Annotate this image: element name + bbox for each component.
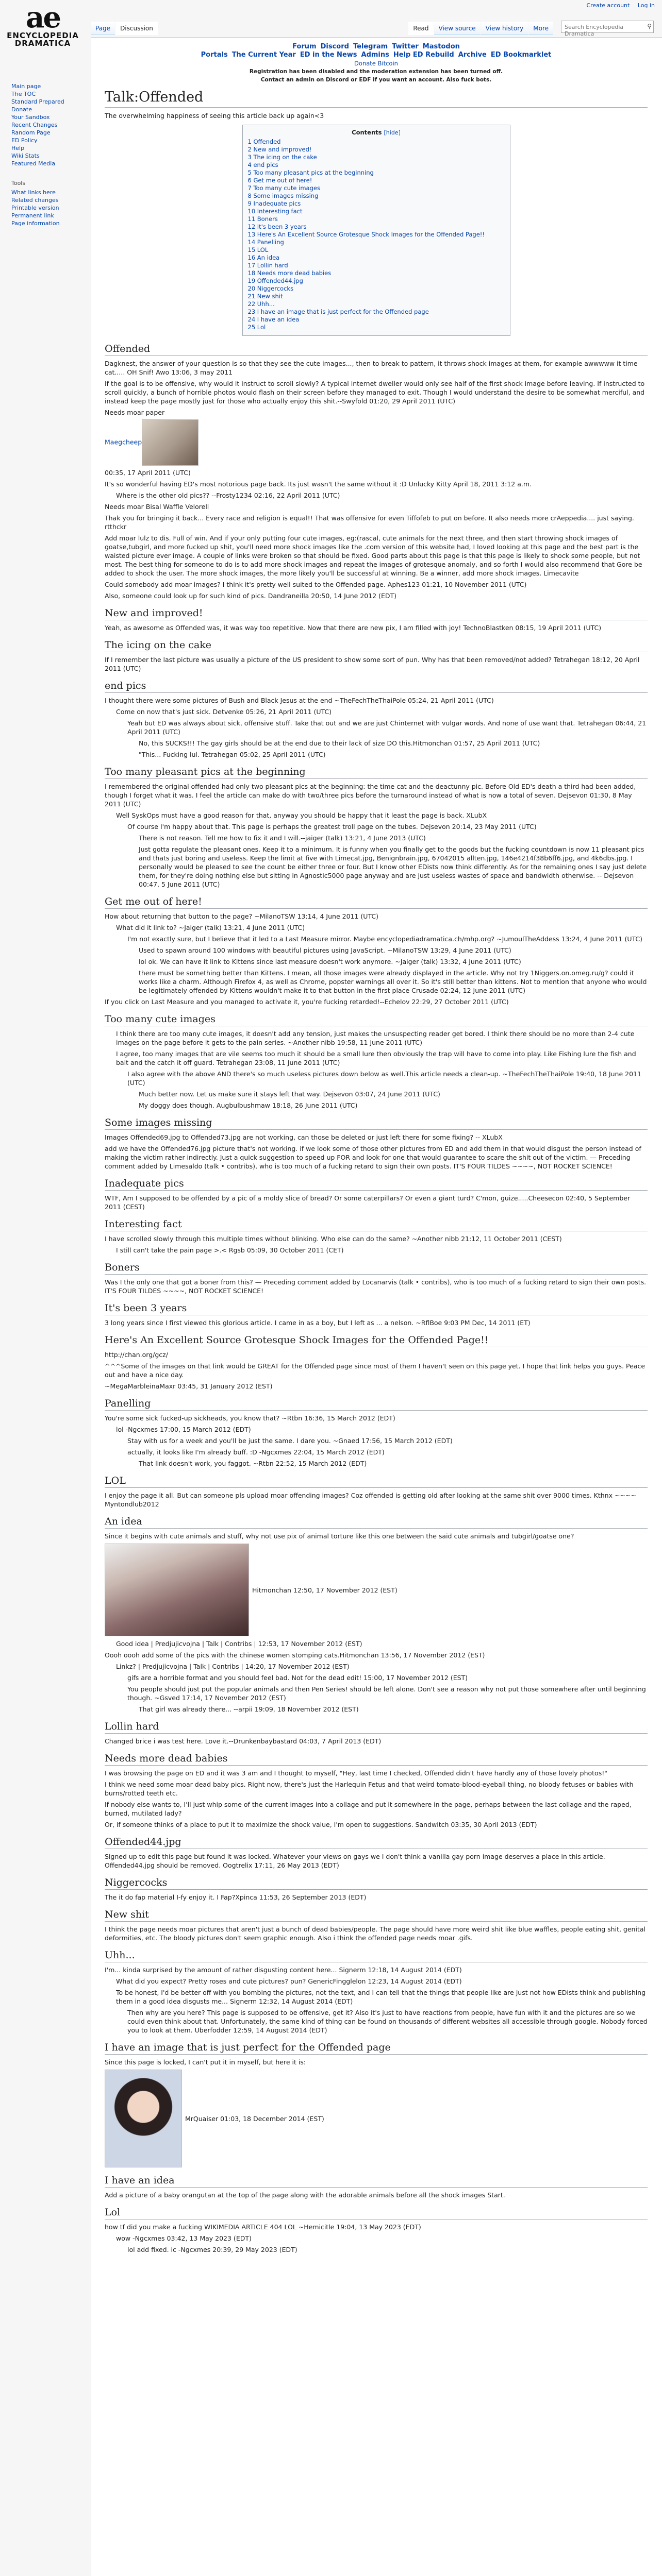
sidebar-tools [11, 189, 82, 227]
sidebar-tool-permanent-link[interactable]: Permanent link [11, 212, 54, 219]
comment: I also agree with the above AND there's so much useless pictures down below as well.This article needs a clean-up. ~TheFechTheThaiPole 19:40, 18 June 2011 (UTC) [127, 1070, 641, 1087]
comment: I think there are too many cute images, it doesn't add any tension, just makes the unsuspecting reader get bored. I think there should be no more than 2-4 cute images on the page before it gets to the pain series. ~Another nibb 19:58, 11 June 2011 (UTC) [116, 1030, 635, 1046]
comment: I'm... kinda surprised by the amount of rather disgusting content here... Signerm 12:18, 14 August 2014 (EDT) [105, 1966, 462, 1974]
comment: WTF, Am I supposed to be offended by a pic of a moldy slice of bread? Or some caterpillars? Or even a giant turd? C'mon, guize.....Cheesecon 02:40, 5 September 2011 (CEST) [105, 1194, 631, 1211]
comment: add we have the Offended76.jpg picture that's not working. if we look some of those other pictures from ED and add them in that would disgust the person instead of making the victim rather indirectly. Just a quick suggestion to speed up FOR and look for one that would guarantee to scare the shit out of the victim. — Preceding comment added by Limesaldo (talk • contribs), who is too much of a fucking retard to sign their own posts. IT'S FOUR TILDES ~~~~, NOT ROCKET SCIENCE! [105, 1145, 641, 1170]
create-account-link[interactable]: Create account [586, 2, 630, 9]
comment: Signed up to edit this page but found it was locked. Whatever your views on gays we I don't think a vanilla gay porn image deserves a place in this article. Offended44.jpg should be removed. Oogtrelix 17:11, 26 May 2013 (EDT) [105, 1853, 605, 1869]
sidebar-item-main-page[interactable]: Main page [11, 83, 41, 90]
comment: My doggy does though. Augbulbushmaw 18:18, 26 June 2011 (UTC) [139, 1101, 358, 1109]
comment: Stay with us for a week and you'll be just the same. I dare you. ~Gnaed 17:56, 15 March 2012 (EDT) [127, 1437, 453, 1445]
personal-tools [580, 2, 655, 9]
comment: lol add fixed. ic -Ngcxmes 20:39, 29 May 2023 (EDT) [127, 2246, 297, 2253]
sidebar-item-recent-changes[interactable]: Recent Changes [11, 122, 58, 128]
section-heading: Offended [105, 343, 648, 356]
comment: Needs moar Bisal Waffle Velorell [105, 503, 209, 511]
comment: Yeah, as awesome as Offended was, it was way too repetitive. Now that there are new pix, I am filled with joy! TechnoBlastken 08:15, 19 April 2011 (UTC) [105, 624, 602, 632]
comment: Much better now. Let us make sure it stays left that way. Dejsevon 03:07, 24 June 2011 (UTC) [139, 1090, 440, 1098]
section-heading: Here's An Excellent Source Grotesque Shock Images for the Offended Page!! [105, 1334, 648, 1347]
toc-entry[interactable]: 4 end pics [247, 161, 278, 168]
comment: Add moar lulz to dis. Full of win. And if your only putting four cute images, eg:(rascal, cute animals for the next three, and then start throwing shock images of goatse,tubgirl, and more fucked up shit, you'll need more shock images like the .com version of this website had, I loved looking at this page and the best part is the waisted picture ever image. A couple of links were broken so that should be fixed. Good parts about this page is that this page is likely to shock some people, but not most. The best thing for someone to do is to add more shock images and repeat the images of grotesque anomaly, and so forth I would also recommend that Gore be added to shock the user. The more shock images, the more likely you'll be successful at winning. Be a winner, add more shock images. Limecavite [105, 534, 642, 577]
section-heading: Too many pleasant pics at the beginning [105, 766, 648, 779]
comment: Well SyskOps must have a good reason for that, anyway you should be happy that it least the page is back. XLubX [116, 811, 487, 819]
comment: Just gotta regulate the pleasant ones. Keep it to a minimum. It is funny when you finally get to the goods but the fucking countdown is now 11 pleasant pics and thats just boring and useless. Keep the limit at five with Limecat.jpg, Benignbrain.jpg, 67042015 allten.jpg, 146e4214f38b6ff6.jpg, and 4k6dbs.jpg. I personally would be pleased to see the count be either three or four. But I know other EDists now think differently. As for the remaining ones I say just delete them, for they're doing nothing else but sitting in Agnostic5000 page anyway and are just useless wastes of space and bandwidth otherwise. -- Dejsevon 00:47, 5 June 2011 (UTC) [139, 845, 647, 888]
comment: 3 long years since I first viewed this glorious article. I came in as a boy, but I left as ... a nelson. ~RflBoe 9:03 PM Dec, 14 2011 (ET) [105, 1319, 531, 1327]
toc-entry[interactable]: 8 Some images missing [247, 192, 319, 199]
site-logo[interactable] [4, 3, 81, 47]
comment: Or, if someone thinks of a place to put it to maximize the shock value, I'm open to suggestions. Sandwitch 03:35, 30 April 2013 (EDT) [105, 1821, 537, 1828]
comment: If the goal is to be offensive, why would it instruct to scroll slowly? A typical internet dweller would only see half of the first shock image before leaving. If instructed to scroll quickly, a bunch of horrible photos would flash on their screen before they managed to exit. Though I would understand the desire to be somewhat merciful, and instead keep the page mostly just for those who actually enjoy this shit.--Swyfold 01:20, 29 April 2011 (UTC) [105, 380, 645, 405]
sidebar-item-wiki-stats[interactable]: Wiki Stats [11, 152, 40, 159]
comment: Could somebody add moar images? I think it's pretty well suited to the Offended page. Aphes123 01:21, 10 November 2011 (UTC) [105, 581, 527, 588]
comment: Also, someone could look up for such kind of pics. Dandraneilla 20:50, 14 June 2012 (EDT) [105, 592, 397, 600]
sidebar-tool-related-changes[interactable]: Related changes [11, 197, 59, 204]
sidebar-tool-what-links-here[interactable]: What links here [11, 189, 56, 196]
search-icon[interactable]: ⚲ [647, 23, 652, 30]
comment: Good idea | Predjujicvojna | Talk | Contribs | 12:53, 17 November 2012 (EST) [116, 1640, 362, 1648]
comment: Then why are you here? This page is supposed to be offensive, get it? Also it's just to have reactions from people, have fun with it and the pictures are so we could even think about that. Unfortunately, the same kind of thing can be found on thousands of different websites all accessible through google. Nobody forced you to look at them. Uberfodder 12:59, 14 August 2014 (EDT) [127, 2009, 648, 2034]
page-intro: The overwhelming happiness of seeing this article back up again<3 [105, 112, 324, 120]
section-heading: Get me out of here! [105, 896, 648, 909]
page-title: Talk:Offended [105, 89, 648, 108]
section-heading: Interesting fact [105, 1218, 648, 1231]
section-heading: Lol [105, 2207, 648, 2219]
namespace-tabs [91, 22, 158, 35]
tab-read[interactable]: Read [408, 22, 433, 35]
table-of-contents [242, 125, 510, 336]
comment: Used to spawn around 100 windows with beautiful pictures using JavaScript. ~MilanoTSW 13:29, 4 June 2011 (UTC) [139, 946, 511, 954]
sidebar-item-help[interactable]: Help [11, 145, 25, 151]
section-heading: Boners [105, 1262, 648, 1275]
comment: http://chan.org/gcz/ [105, 1351, 168, 1359]
sitenotice-link-archive[interactable]: Archive [458, 51, 487, 59]
section-heading: Panelling [105, 1398, 648, 1411]
comment: You're some sick fucked-up sickheads, you know that? ~Rtbn 16:36, 15 March 2012 (EDT) [105, 1414, 395, 1422]
comment: how tf did you make a fucking WIKIMEDIA ARTICLE 404 LOL ~Hemicitle 19:04, 13 May 2023 (EDT) [105, 2223, 421, 2231]
sitenotice-link-telegram[interactable]: Telegram [353, 43, 388, 50]
toc-entry[interactable]: 6 Get me out of here! [247, 177, 312, 184]
comment: 00:35, 17 April 2011 (UTC) [105, 469, 191, 477]
comment: If I remember the last picture was usually a picture of the US president to show some sort of pun. Why has that been removed/not added? Tetrahegan 18:12, 20 April 2011 (UTC) [105, 656, 640, 672]
tab-more[interactable]: More [528, 22, 553, 35]
comment: lol ok. We can have it link to Kittens since last measure doesn't work anymore. ~Jaiger (talk) 13:32, 4 June 2011 (UTC) [139, 958, 521, 965]
comment: Oooh oooh add some of the pics with the chinese women stomping cats.Hitmonchan 13:56, 17 November 2012 (EST) [105, 1651, 485, 1659]
comment: there must be something better than Kittens. I mean, all those images were already displayed in the article. Why not try 1Niggers.on.omeg.ru/g? could it works like a charm. Although Firefox 4, as well as Chrome, popster warnings all over it. So it's still better than kittens. Not to mention that anyone who would be legitimately offended by Kittens wouldn't make it to that button in the first place Crusade 02:24, 12 June 2011 (UTC) [139, 969, 647, 994]
sidebar-tool-printable-version[interactable]: Printable version [11, 205, 59, 211]
comment [105, 419, 648, 466]
toc-entry[interactable]: 19 Offended44.jpg [247, 277, 303, 284]
section-heading: Some images missing [105, 1117, 648, 1130]
comment: "This... Fucking lul. Tetrahegan 05:02, 25 April 2011 (UTC) [139, 751, 326, 758]
donate-bitcoin-link[interactable]: Donate Bitcoin [354, 60, 398, 67]
sidebar-item-random-page[interactable]: Random Page [11, 129, 51, 136]
section-heading: I have an idea [105, 2175, 648, 2188]
sitenotice-link-the-current-year[interactable]: The Current Year [231, 51, 296, 59]
sitenotice-link-ed-in-the-news[interactable]: ED in the News [300, 51, 357, 59]
comment: That girl was already there... --arpii 19:09, 18 November 2012 (EST) [139, 1705, 359, 1713]
sitenotice-link-discord[interactable]: Discord [320, 43, 349, 50]
view-tabs [408, 22, 554, 35]
comment-signature: Hitmonchan 12:50, 17 November 2012 (EST) [252, 1586, 398, 1594]
toc-entry[interactable]: 25 Lol [247, 324, 266, 331]
user-signature-image-text[interactable]: Maegcheep [105, 438, 142, 446]
toc-entry[interactable]: 5 Too many pleasant pics at the beginning [247, 169, 374, 176]
comment: Was I the only one that got a boner from this? — Preceding comment added by Locanarvis (talk • contribs), who is too much of a fucking retard to sign their own posts. IT'S FOUR TILDES ~~~~, NOT ROCKET SCIENCE! [105, 1278, 647, 1295]
sitenotice-links-row-1 [105, 43, 648, 51]
comment: gifs are a horrible format and you should feel bad. Not for the dead edit! 15:00, 17 November 2012 (EST) [127, 1674, 468, 1682]
content-area [91, 37, 662, 2576]
comment: You people should just put the popular animals and then Pen Series! should be left alone. Don't see a reason why not put those somewhere after until beginning though. ~Gsved 17:14, 17 November 2012 (EST) [127, 1685, 646, 1702]
toc-entry[interactable]: 24 I have an idea [247, 316, 300, 323]
section-heading: Niggercocks [105, 1877, 648, 1890]
comment: I still can't take the pain page >.< Rgsb 05:09, 30 October 2011 (CET) [116, 1246, 344, 1254]
comment: It's so wonderful having ED's most notorious page back. Its just wasn't the same without it :D Unlucky Kitty April 18, 2011 3:12 a.m. [105, 480, 532, 488]
section-heading: The icing on the cake [105, 639, 648, 652]
toc-entries [248, 138, 505, 331]
comment-with-image [105, 1544, 648, 1636]
toc-entry[interactable]: 18 Needs more dead babies [247, 269, 332, 277]
comment: Since this page is locked, I can't put it in myself, but here it is: [105, 2058, 306, 2066]
toc-entry[interactable]: 15 LOL [247, 246, 269, 253]
toc-entry[interactable]: 20 Niggercocks [247, 285, 294, 292]
login-link[interactable]: Log in [637, 2, 655, 9]
section-heading: New and improved! [105, 607, 648, 620]
tab-view-source[interactable]: View source [434, 22, 481, 35]
sidebar-item-your-sandbox[interactable]: Your Sandbox [11, 114, 50, 121]
sidebar-tool-page-information[interactable]: Page information [11, 220, 60, 227]
sidebar-item-the-toc[interactable]: The TOC [11, 91, 36, 97]
comment: I thought there were some pictures of Bush and Black Jesus at the end ~TheFechTheThaiPole 05:24, 21 April 2011 (UTC) [105, 697, 494, 704]
toc-entry[interactable]: 22 Uhh... [247, 300, 275, 308]
registration-notice: Registration has been disabled and the moderation extension has been turned off. [249, 69, 503, 75]
section-heading: Too many cute images [105, 1013, 648, 1026]
toc-entry[interactable]: 17 Lollin hard [247, 262, 288, 269]
comment: Where is the other old pics?? --Frosty1234 02:16, 22 April 2011 (UTC) [116, 492, 340, 499]
comment-signature: MrQuaiser 01:03, 18 December 2014 (EST) [185, 2114, 324, 2123]
embedded-image[interactable] [105, 2070, 182, 2167]
comment: Add a picture of a baby orangutan at the top of the page along with the adorable animals before all the shock images Start. [105, 2191, 505, 2199]
logo-name: ENCYCLOPEDIA DRAMATICA [7, 31, 79, 48]
comment: Of course I'm happy about that. This page is perhaps the greatest troll page on the tubes. Dejsevon 20:14, 23 May 2011 (UTC) [127, 823, 537, 831]
comment: Images Offended69.jpg to Offended73.jpg are not working, can those be deleted or just left there for some fixing? -- XLubX [105, 1133, 503, 1141]
tab-discussion[interactable]: Discussion [115, 22, 158, 35]
search-input[interactable]: Search Encyclopedia Dramatica [561, 21, 654, 33]
toc-entry[interactable]: 1 Offended [247, 138, 281, 145]
tab-page[interactable]: Page [91, 22, 115, 35]
sitenotice-link-admins[interactable]: Admins [361, 51, 389, 59]
comment: What did it link to? ~Jaiger (talk) 13:21, 4 June 2011 (UTC) [116, 924, 305, 931]
comment: Come on now that's just sick. Detvenke 05:26, 21 April 2011 (UTC) [116, 708, 332, 716]
comment: No, this SUCKS!!! The gay girls should be at the end due to their lack of size DO this.Hitmonchan 01:57, 25 April 2011 (UTC) [139, 739, 540, 747]
comment: I was browsing the page on ED and it was 3 am and I thought to myself, "Hey, last time I checked, Offended didn't have hardly any of those lovely photos!" [105, 1769, 607, 1777]
comment: ^^^Some of the images on that link would be GREAT for the Offended page since most of them I haven't seen on this page yet. I hope that link helps you guys. Peace out and have a nice day. [105, 1362, 646, 1379]
toc-entry[interactable]: 21 New shit [247, 293, 283, 300]
toc-header [248, 129, 505, 136]
sidebar-item-ed-policy[interactable]: ED Policy [11, 137, 38, 144]
comment: If nobody else wants to, I'll just whip some of the current images into a collage and put it somewhere in the page, perhaps between the last collage and the raped, burned, mutilated lady? [105, 1801, 632, 1817]
toc-hide-toggle[interactable]: [hide] [384, 129, 401, 136]
comment: There is not reason. Tell me how to fix it and I will.--jaiger (talk) 13:21, 4 June 2013 (UTC) [139, 834, 426, 842]
comment: The it do fap material I-fy enjoy it. I Fap?Xpinca 11:53, 26 September 2013 (EDT) [105, 1893, 367, 1901]
toc-entry[interactable]: 16 An idea [247, 254, 280, 261]
comment: Since it begins with cute animals and stuff, why not use pix of animal torture like this one between the said cute animals and tubgirl/goatse one? [105, 1532, 574, 1540]
sidebar-item-standard-prepared[interactable]: Standard Prepared [11, 98, 64, 105]
comment: Thak you for bringing it back... Every race and religion is equal!! That was offensive for even Tiffofeb to put on before. It also needs more crAeppedia.... just saying. rtthckr [105, 514, 634, 531]
sidebar-item-donate[interactable]: Donate [11, 106, 32, 113]
tab-view-history[interactable]: View history [481, 22, 528, 35]
comment: Needs moar paper [105, 409, 165, 416]
section-heading: New shit [105, 1909, 648, 1922]
comment: I think the page needs moar pictures that aren't just a bunch of dead babies/people. The page should have more weird shit like blue waffles, people eating shit, genital deformities, etc. The bloody pictures don't seem graphic enough. Also i think the offended page needs moar .gifs. [105, 1925, 646, 1942]
comment: I think we need some moar dead baby pics. Right now, there's just the Harlequin Fetus and that weird tomato-blood-eyeball thing, no bloody fetuses or babies with burns/rotted teeth etc. [105, 1781, 634, 1797]
section-heading: end pics [105, 680, 648, 693]
sitenotice-link-twitter[interactable]: Twitter [392, 43, 419, 50]
toc-entry[interactable]: 3 The icing on the cake [247, 154, 317, 161]
toc-entry[interactable]: 12 It's been 3 years [247, 223, 307, 230]
sitenotice-link-ed-bookmarklet[interactable]: ED Bookmarklet [490, 51, 552, 59]
site-notice [105, 43, 648, 84]
comment: That link doesn't work, you faggot. ~Rtbn 22:52, 15 March 2012 (EDT) [139, 1460, 367, 1467]
toc-entry[interactable]: 9 Inadequate pics [247, 200, 301, 207]
comment: I enjoy the page it all. But can someone pls upload moar offending images? Coz offended is getting old after looking at the same shit over 9000 times. Kthnx ~~~~ Myntondlub2012 [105, 1492, 636, 1508]
section-heading: It's been 3 years [105, 1302, 648, 1315]
toc-entry[interactable]: 23 I have an image that is just perfect for the Offended page [247, 308, 429, 315]
comment: ~MegaMarbleinaMaxr 03:45, 31 January 2012 (EST) [105, 1382, 273, 1390]
comment: I agree, too many images that are vile seems too much it should be a small lure then obviously the trap will have to come into play. Like Fishing lure the fish and bait and the catch it off guard. Tetrahegan 23:08, 11 June 2011 (UTC) [116, 1050, 636, 1066]
section-heading: Uhh... [105, 1950, 648, 1962]
toc-entry[interactable]: 11 Boners [247, 215, 278, 223]
toc-entry[interactable]: 2 New and improved! [247, 146, 312, 153]
discussion-sections [105, 343, 648, 2254]
toc-entry[interactable]: 7 Too many cute images [247, 184, 320, 192]
section-heading: An idea [105, 1516, 648, 1529]
toc-entry[interactable]: 13 Here's An Excellent Source Grotesque Shock Images for the Offended Page!! [247, 231, 485, 238]
section-heading: I have an image that is just perfect for the Offended page [105, 2042, 648, 2055]
embedded-image[interactable] [105, 1544, 249, 1636]
toc-entry[interactable]: 10 Interesting fact [247, 208, 303, 215]
sidebar-navigation [11, 82, 82, 167]
sidebar-tools-heading: Tools [11, 180, 26, 187]
comment: To be honest, I'd be better off with you bombing the pictures, not the text, and I can tell that the things that people like are just not how EDists think and publishing them in a good idea disgusts me... Signerm 12:32, 14 August 2014 (EDT) [116, 1989, 646, 2005]
section-heading: Offended44.jpg [105, 1836, 648, 1849]
toc-title: Contents [352, 129, 382, 136]
comment: Yeah but ED was always about sick, offensive stuff. Take that out and we are just Chinternet with vulgar words. And none of use want that. Tetrahegan 06:44, 21 April 2011 (UTC) [127, 719, 647, 736]
sidebar-item-featured-media[interactable]: Featured Media [11, 160, 56, 167]
comment: What did you expect? Pretty roses and cute pictures? pun? GenericFingglelon 12:23, 14 August 2014 (EDT) [116, 1977, 462, 1985]
logo-mark: ae [26, 1, 60, 35]
comment: How about returning that button to the page? ~MilanoTSW 13:14, 4 June 2011 (UTC) [105, 912, 378, 920]
signature-image [142, 419, 198, 466]
sitenotice-links-row-2 [105, 51, 648, 59]
sitenotice-link-portals[interactable]: Portals [201, 51, 228, 59]
comment: Linkz? | Predjujicvojna | Talk | Contribs | 14:20, 17 November 2012 (EST) [116, 1663, 350, 1670]
comment: Changed brice i was test here. Love it.--Drunkenbaybastard 04:03, 7 April 2013 (EDT) [105, 1737, 382, 1745]
comment: wow -Ngcxmes 03:42, 13 May 2023 (EDT) [116, 2234, 252, 2242]
comment: Dagknest, the answer of your question is so that they see the cute images..., then to break to pattern, it throws shock images at them, for example awwwww it time cat..... OH Snif! Awo 13:06, 3 may 2011 [105, 360, 638, 376]
sidebar [0, 82, 82, 227]
sitenotice-link-mastodon[interactable]: Mastodon [422, 43, 460, 50]
comment: I remembered the original offended had only two pleasant pics at the beginning: the time cat and the deactunny pic. Before Old ED's death a third had been added, though I forget what it was. I feel the article can make do with two/three pics before the turnaround instead of what is now a total of seven. Dejsevon 01:30, 8 May 2011 (UTC) [105, 783, 636, 808]
section-heading: LOL [105, 1475, 648, 1488]
account-notice: Contact an admin on Discord or EDF if you want an account. Also fuck bots. [260, 77, 492, 83]
section-heading: Lollin hard [105, 1721, 648, 1734]
comment: I have scrolled slowly through this multiple times without blinking. Who else can do the same? ~Another nibb 21:12, 11 October 2011 (CEST) [105, 1235, 562, 1243]
comment: If you click on Last Measure and you managed to activate it, you're fucking retarded!--Echelov 22:29, 27 October 2011 (UTC) [105, 998, 509, 1006]
comment: I'm not exactly sure, but I believe that it led to a Last Measure mirror. Maybe encyclopediadramatica.ch/mhp.org? ~JumoulTheAddess 13:24, 4 June 2011 (UTC) [127, 935, 643, 943]
sitenotice-link-forum[interactable]: Forum [292, 43, 317, 50]
toc-entry[interactable]: 14 Panelling [247, 239, 284, 246]
comment-with-image [105, 2070, 648, 2167]
sitenotice-link-help-ed-rebuild[interactable]: Help ED Rebuild [393, 51, 454, 59]
section-heading: Needs more dead babies [105, 1753, 648, 1766]
comment: lol -Ngcxmes 17:00, 15 March 2012 (EDT) [116, 1426, 251, 1433]
section-heading: Inadequate pics [105, 1178, 648, 1191]
comment: actually, it looks like I'm already buff. :D -Ngcxmes 22:04, 15 March 2012 (EDT) [127, 1448, 385, 1456]
